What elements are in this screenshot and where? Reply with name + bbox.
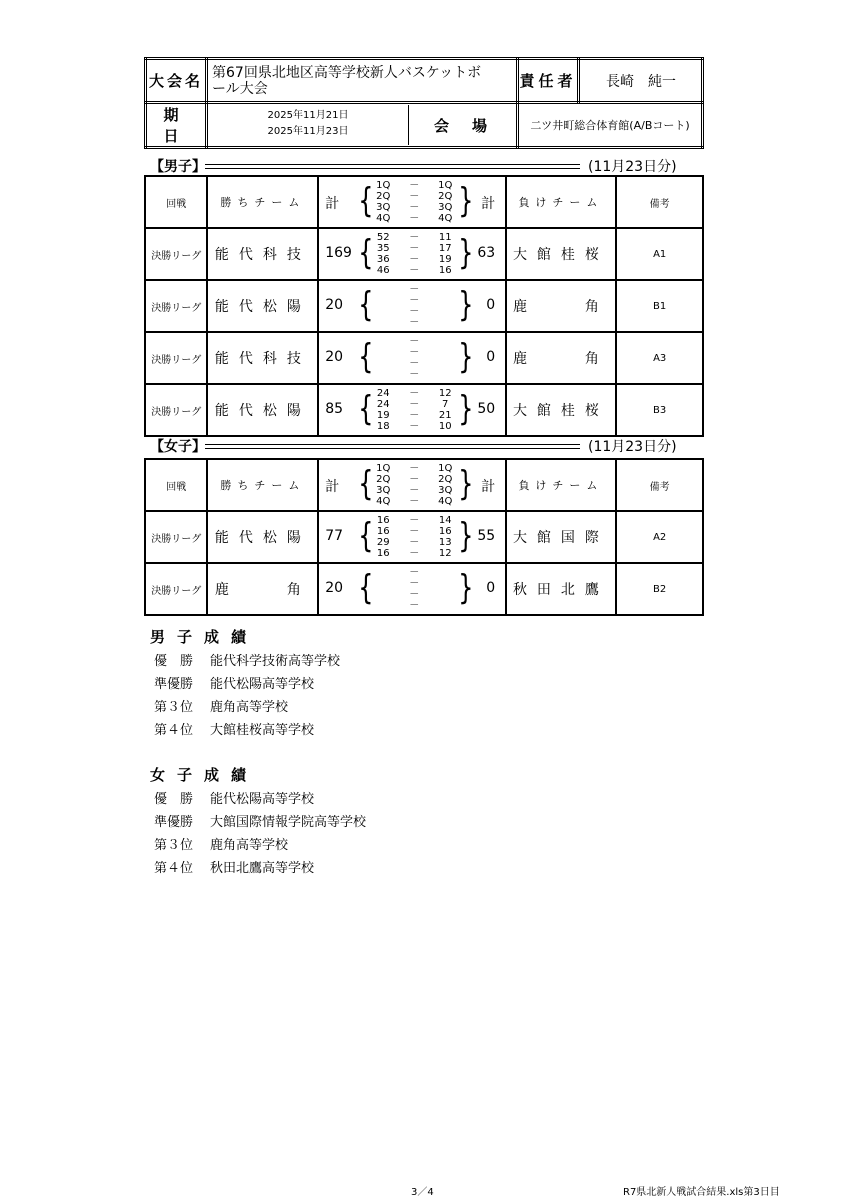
right-brace: } [458,181,474,221]
quarter-winner-score [369,369,397,380]
right-brace: } [458,389,474,429]
right-brace: } [458,568,474,608]
standing-item [154,673,340,696]
quarter-row [369,202,459,213]
quarter-row [369,369,459,380]
quarter-loser-score: 10 [438,421,452,432]
header-row [145,176,703,228]
quarter-row [369,295,459,306]
note-cell: A3 [616,332,703,384]
quarter-dash: － [409,213,420,224]
quarter-winner-score [369,347,397,358]
date-start: 2025年11月21日 [267,110,349,121]
file-name: R7県北新人戦試合結果.xls第3日目 [623,1187,780,1198]
standing-item [154,696,340,719]
quarter-winner-score [369,358,397,369]
quarter-dash: － [409,265,420,276]
school-name: 秋田北鷹高等学校 [210,861,315,876]
quarter-loser-score [431,600,459,611]
quarter-row [369,213,459,224]
quarter-dash: － [409,463,420,474]
loser-total: 0 [486,297,496,313]
winner-total: 85 [325,401,344,417]
quarter-row [369,600,459,611]
score-block [319,385,503,435]
rank-label: 第３位 [154,838,194,853]
loser-total: 0 [486,580,496,596]
tournament-name: 第67回県北地区高等学校新人バスケットボール大会 [212,64,482,97]
quarter-dash: － [409,254,420,265]
score-block [319,564,503,614]
standing-item [154,719,340,742]
score-block [319,229,503,279]
rank-label: 優 勝 [154,654,194,669]
loser-team: 大館桂桜 [506,228,617,280]
responsible-label-cell [518,59,579,103]
quarter-loser-score: 16 [438,526,452,537]
boys-date: (11月23日分) [588,159,677,175]
quarter-dash: － [409,474,420,485]
game-row [145,384,703,436]
winner-total: 計 [325,479,340,495]
quarter-winner-score [369,567,397,578]
round-cell: 決勝リーグ [145,228,207,280]
winner-total: 169 [325,245,352,261]
quarter-scores [369,336,459,380]
winner-team: 鹿 角 [207,563,318,615]
winner-total: 20 [325,349,344,365]
winner-total: 77 [325,528,344,544]
responsible-label: 責任者 [519,72,577,90]
quarter-row [369,463,459,474]
responsible-name-cell [579,59,703,103]
quarter-row [369,526,459,537]
divider [205,444,580,449]
period-label-cell [146,103,214,148]
left-brace: { [358,516,374,556]
left-brace: { [358,181,374,221]
note-cell: B3 [616,384,703,436]
quarter-loser-score [431,369,459,380]
game-row [145,332,703,384]
boys-standings-list [154,650,340,742]
quarter-dash: － [409,358,420,369]
right-brace: } [458,464,474,504]
quarter-row [369,347,459,358]
score-block [319,460,503,510]
quarter-row [369,548,459,559]
round-header: 回戦 [145,176,207,228]
venue-cell [518,103,703,148]
school-name: 鹿角高等学校 [210,700,289,715]
winner-team: 能代松陽 [207,384,318,436]
quarter-winner-score [369,336,397,347]
quarter-dash: － [409,306,420,317]
quarter-loser-score [431,317,459,328]
left-brace: { [358,233,374,273]
left-brace: { [358,568,374,608]
quarter-row [369,265,459,276]
tournament-label: 大会名 [148,72,203,90]
loser-team: 鹿 角 [506,280,617,332]
quarter-row [369,243,459,254]
page-number: 3／4 [411,1187,434,1198]
quarter-loser-score [431,567,459,578]
venue: 二ツ井町総合体育館(A/Bコート) [530,119,690,132]
quarter-winner-score: 46 [376,265,390,276]
quarter-dash: － [409,548,420,559]
loser-total: 計 [481,479,496,495]
quarter-dash: － [409,347,420,358]
round-cell: 決勝リーグ [145,563,207,615]
right-brace: } [458,233,474,273]
note-header: 備考 [616,176,703,228]
left-brace: { [358,389,374,429]
game-row [145,563,703,615]
loser-total: 55 [477,528,496,544]
quarter-loser-score: 2Q [438,191,453,202]
quarter-loser-score: 1Q [438,463,453,474]
quarter-dash: － [409,537,420,548]
quarter-winner-score: 35 [376,243,390,254]
round-header: 回戦 [145,459,207,511]
girls-results-table [144,458,704,616]
quarter-dash: － [409,295,420,306]
boys-standings-heading: 男子成績 [150,628,259,646]
girls-date: (11月23日分) [588,439,677,455]
quarter-dash: － [409,399,420,410]
game-row [145,280,703,332]
quarter-loser-score: 14 [438,515,452,526]
quarter-dash: － [409,191,420,202]
score-cell [318,280,505,332]
quarter-loser-score [431,578,459,589]
score-block [319,281,503,331]
score-cell [318,228,505,280]
quarter-dash: － [409,589,420,600]
quarter-winner-score: 16 [376,526,390,537]
standing-item [154,650,340,673]
quarter-winner-score: 1Q [376,463,391,474]
quarter-winner-score: 3Q [376,202,391,213]
quarter-winner-score [369,284,397,295]
quarter-winner-score [369,589,397,600]
round-cell: 決勝リーグ [145,332,207,384]
quarter-loser-score: 4Q [438,496,453,507]
quarter-row [369,578,459,589]
quarter-dash: － [409,526,420,537]
tournament-name-cell [207,59,518,103]
loser-header: 負けチーム [506,459,617,511]
quarter-scores [369,463,459,507]
quarter-winner-score [369,317,397,328]
quarter-row [369,254,459,265]
quarter-winner-score: 24 [376,388,390,399]
quarter-row [369,410,459,421]
quarter-loser-score: 3Q [438,485,453,496]
quarter-loser-score [431,347,459,358]
quarter-loser-score: 3Q [438,202,453,213]
loser-team: 大館国際 [506,511,617,563]
header-row [145,459,703,511]
rank-label: 優 勝 [154,792,194,807]
left-brace: { [358,464,374,504]
round-cell: 決勝リーグ [145,511,207,563]
note-header: 備考 [616,459,703,511]
quarter-row [369,317,459,328]
quarter-winner-score: 18 [376,421,390,432]
school-name: 大館国際情報学院高等学校 [210,815,367,830]
quarter-scores [369,180,459,224]
school-name: 能代松陽高等学校 [210,792,315,807]
school-name: 鹿角高等学校 [210,838,289,853]
school-name: 能代松陽高等学校 [210,677,315,692]
quarter-row [369,306,459,317]
quarter-dash: － [409,388,420,399]
quarter-loser-score [431,589,459,600]
quarter-row [369,388,459,399]
winner-total: 20 [325,580,344,596]
score-cell [318,176,505,228]
quarter-loser-score: 1Q [438,180,453,191]
quarter-scores [369,388,459,432]
score-cell [318,332,505,384]
quarter-loser-score: 16 [438,265,452,276]
quarter-scores [369,515,459,559]
quarter-dash: － [409,485,420,496]
standing-item [154,788,366,811]
quarter-row [369,589,459,600]
game-row [145,228,703,280]
divider [205,164,580,169]
winner-total: 計 [325,196,340,212]
rank-label: 準優勝 [154,677,194,692]
quarter-row [369,485,459,496]
quarter-winner-score: 19 [376,410,390,421]
loser-total: 63 [477,245,496,261]
loser-total: 計 [481,196,496,212]
quarter-loser-score: 11 [438,232,452,243]
quarter-loser-score: 19 [438,254,452,265]
quarter-loser-score: 4Q [438,213,453,224]
quarter-winner-score: 16 [376,515,390,526]
quarter-dash: － [409,496,420,507]
round-cell: 決勝リーグ [145,384,207,436]
quarter-loser-score: 13 [438,537,452,548]
quarter-row [369,191,459,202]
girls-section-title: 【女子】 [150,439,206,455]
note-cell: A1 [616,228,703,280]
quarter-dash: － [409,284,420,295]
quarter-loser-score: 7 [442,399,449,410]
quarter-loser-score: 21 [438,410,452,421]
period-cell [207,103,518,148]
quarter-scores [369,567,459,611]
score-cell [318,563,505,615]
quarter-dash: － [409,578,420,589]
quarter-row [369,232,459,243]
quarter-row [369,358,459,369]
winner-team: 能代松陽 [207,511,318,563]
quarter-winner-score: 1Q [376,180,391,191]
standing-item [154,857,366,880]
quarter-dash: － [409,202,420,213]
winner-team: 能代科技 [207,228,318,280]
left-brace: { [358,337,374,377]
quarter-row [369,496,459,507]
quarter-dash: － [409,243,420,254]
boys-section-title: 【男子】 [150,159,206,175]
quarter-loser-score [431,336,459,347]
quarter-row [369,537,459,548]
quarter-loser-score: 12 [438,548,452,559]
score-cell [318,459,505,511]
quarter-row [369,567,459,578]
quarter-winner-score: 52 [376,232,390,243]
loser-total: 50 [477,401,496,417]
rank-label: 第４位 [154,723,194,738]
quarter-winner-score: 3Q [376,485,391,496]
note-cell: B2 [616,563,703,615]
quarter-row [369,284,459,295]
quarter-row [369,515,459,526]
winner-header: 勝ちチーム [207,459,318,511]
date-end: 2025年11月23日 [267,126,349,137]
winner-header: 勝ちチーム [207,176,318,228]
quarter-dash: － [409,410,420,421]
quarter-dash: － [409,336,420,347]
quarter-dash: － [409,232,420,243]
quarter-loser-score [431,284,459,295]
girls-standings-heading: 女子成績 [150,766,259,784]
quarter-winner-score [369,578,397,589]
quarter-row [369,421,459,432]
loser-team: 秋田北鷹 [506,563,617,615]
game-row [145,511,703,563]
quarter-winner-score [369,600,397,611]
quarter-winner-score: 4Q [376,496,391,507]
quarter-loser-score [431,306,459,317]
quarter-loser-score: 2Q [438,474,453,485]
rank-label: 準優勝 [154,815,194,830]
quarter-dash: － [409,421,420,432]
quarter-loser-score [431,295,459,306]
winner-total: 20 [325,297,344,313]
responsible-name: 長崎 純一 [606,73,676,90]
quarter-loser-score [431,358,459,369]
quarter-dash: － [409,180,420,191]
winner-team: 能代科技 [207,332,318,384]
winner-team: 能代松陽 [207,280,318,332]
score-cell [318,384,505,436]
quarter-winner-score: 16 [376,548,390,559]
quarter-dash: － [409,317,420,328]
round-cell: 決勝リーグ [145,280,207,332]
girls-standings-list [154,788,366,880]
note-cell: B1 [616,280,703,332]
quarter-row [369,180,459,191]
quarter-dash: － [409,515,420,526]
quarter-row [369,336,459,347]
quarter-winner-score: 24 [376,399,390,410]
score-cell [318,511,505,563]
right-brace: } [458,285,474,325]
quarter-loser-score: 17 [438,243,452,254]
quarter-row [369,399,459,410]
quarter-winner-score: 4Q [376,213,391,224]
score-block [319,333,503,383]
rank-label: 第４位 [154,861,194,876]
boys-results-table [144,175,704,437]
tournament-info-table [144,57,704,149]
right-brace: } [458,516,474,556]
standing-item [154,811,366,834]
quarter-winner-score: 36 [376,254,390,265]
quarter-winner-score [369,306,397,317]
loser-team: 鹿 角 [506,332,617,384]
quarter-dash: － [409,600,420,611]
loser-header: 負けチーム [506,176,617,228]
school-name: 大館桂桜高等学校 [210,723,315,738]
loser-total: 0 [486,349,496,365]
school-name: 能代科学技術高等学校 [210,654,341,669]
period-label: 期 日 [163,106,214,145]
quarter-winner-score [369,295,397,306]
quarter-dash: － [409,567,420,578]
quarter-loser-score: 12 [438,388,452,399]
score-block [319,177,503,227]
quarter-winner-score: 2Q [376,474,391,485]
venue-label: 会 場 [433,116,491,135]
left-brace: { [358,285,374,325]
quarter-dash: － [409,369,420,380]
quarter-winner-score: 29 [376,537,390,548]
note-cell: A2 [616,511,703,563]
quarter-winner-score: 2Q [376,191,391,202]
quarter-row [369,474,459,485]
quarter-scores [369,284,459,328]
rank-label: 第３位 [154,700,194,715]
quarter-scores [369,232,459,276]
loser-team: 大館桂桜 [506,384,617,436]
score-block [319,512,503,562]
tournament-label-cell [146,59,207,103]
standing-item [154,834,366,857]
right-brace: } [458,337,474,377]
